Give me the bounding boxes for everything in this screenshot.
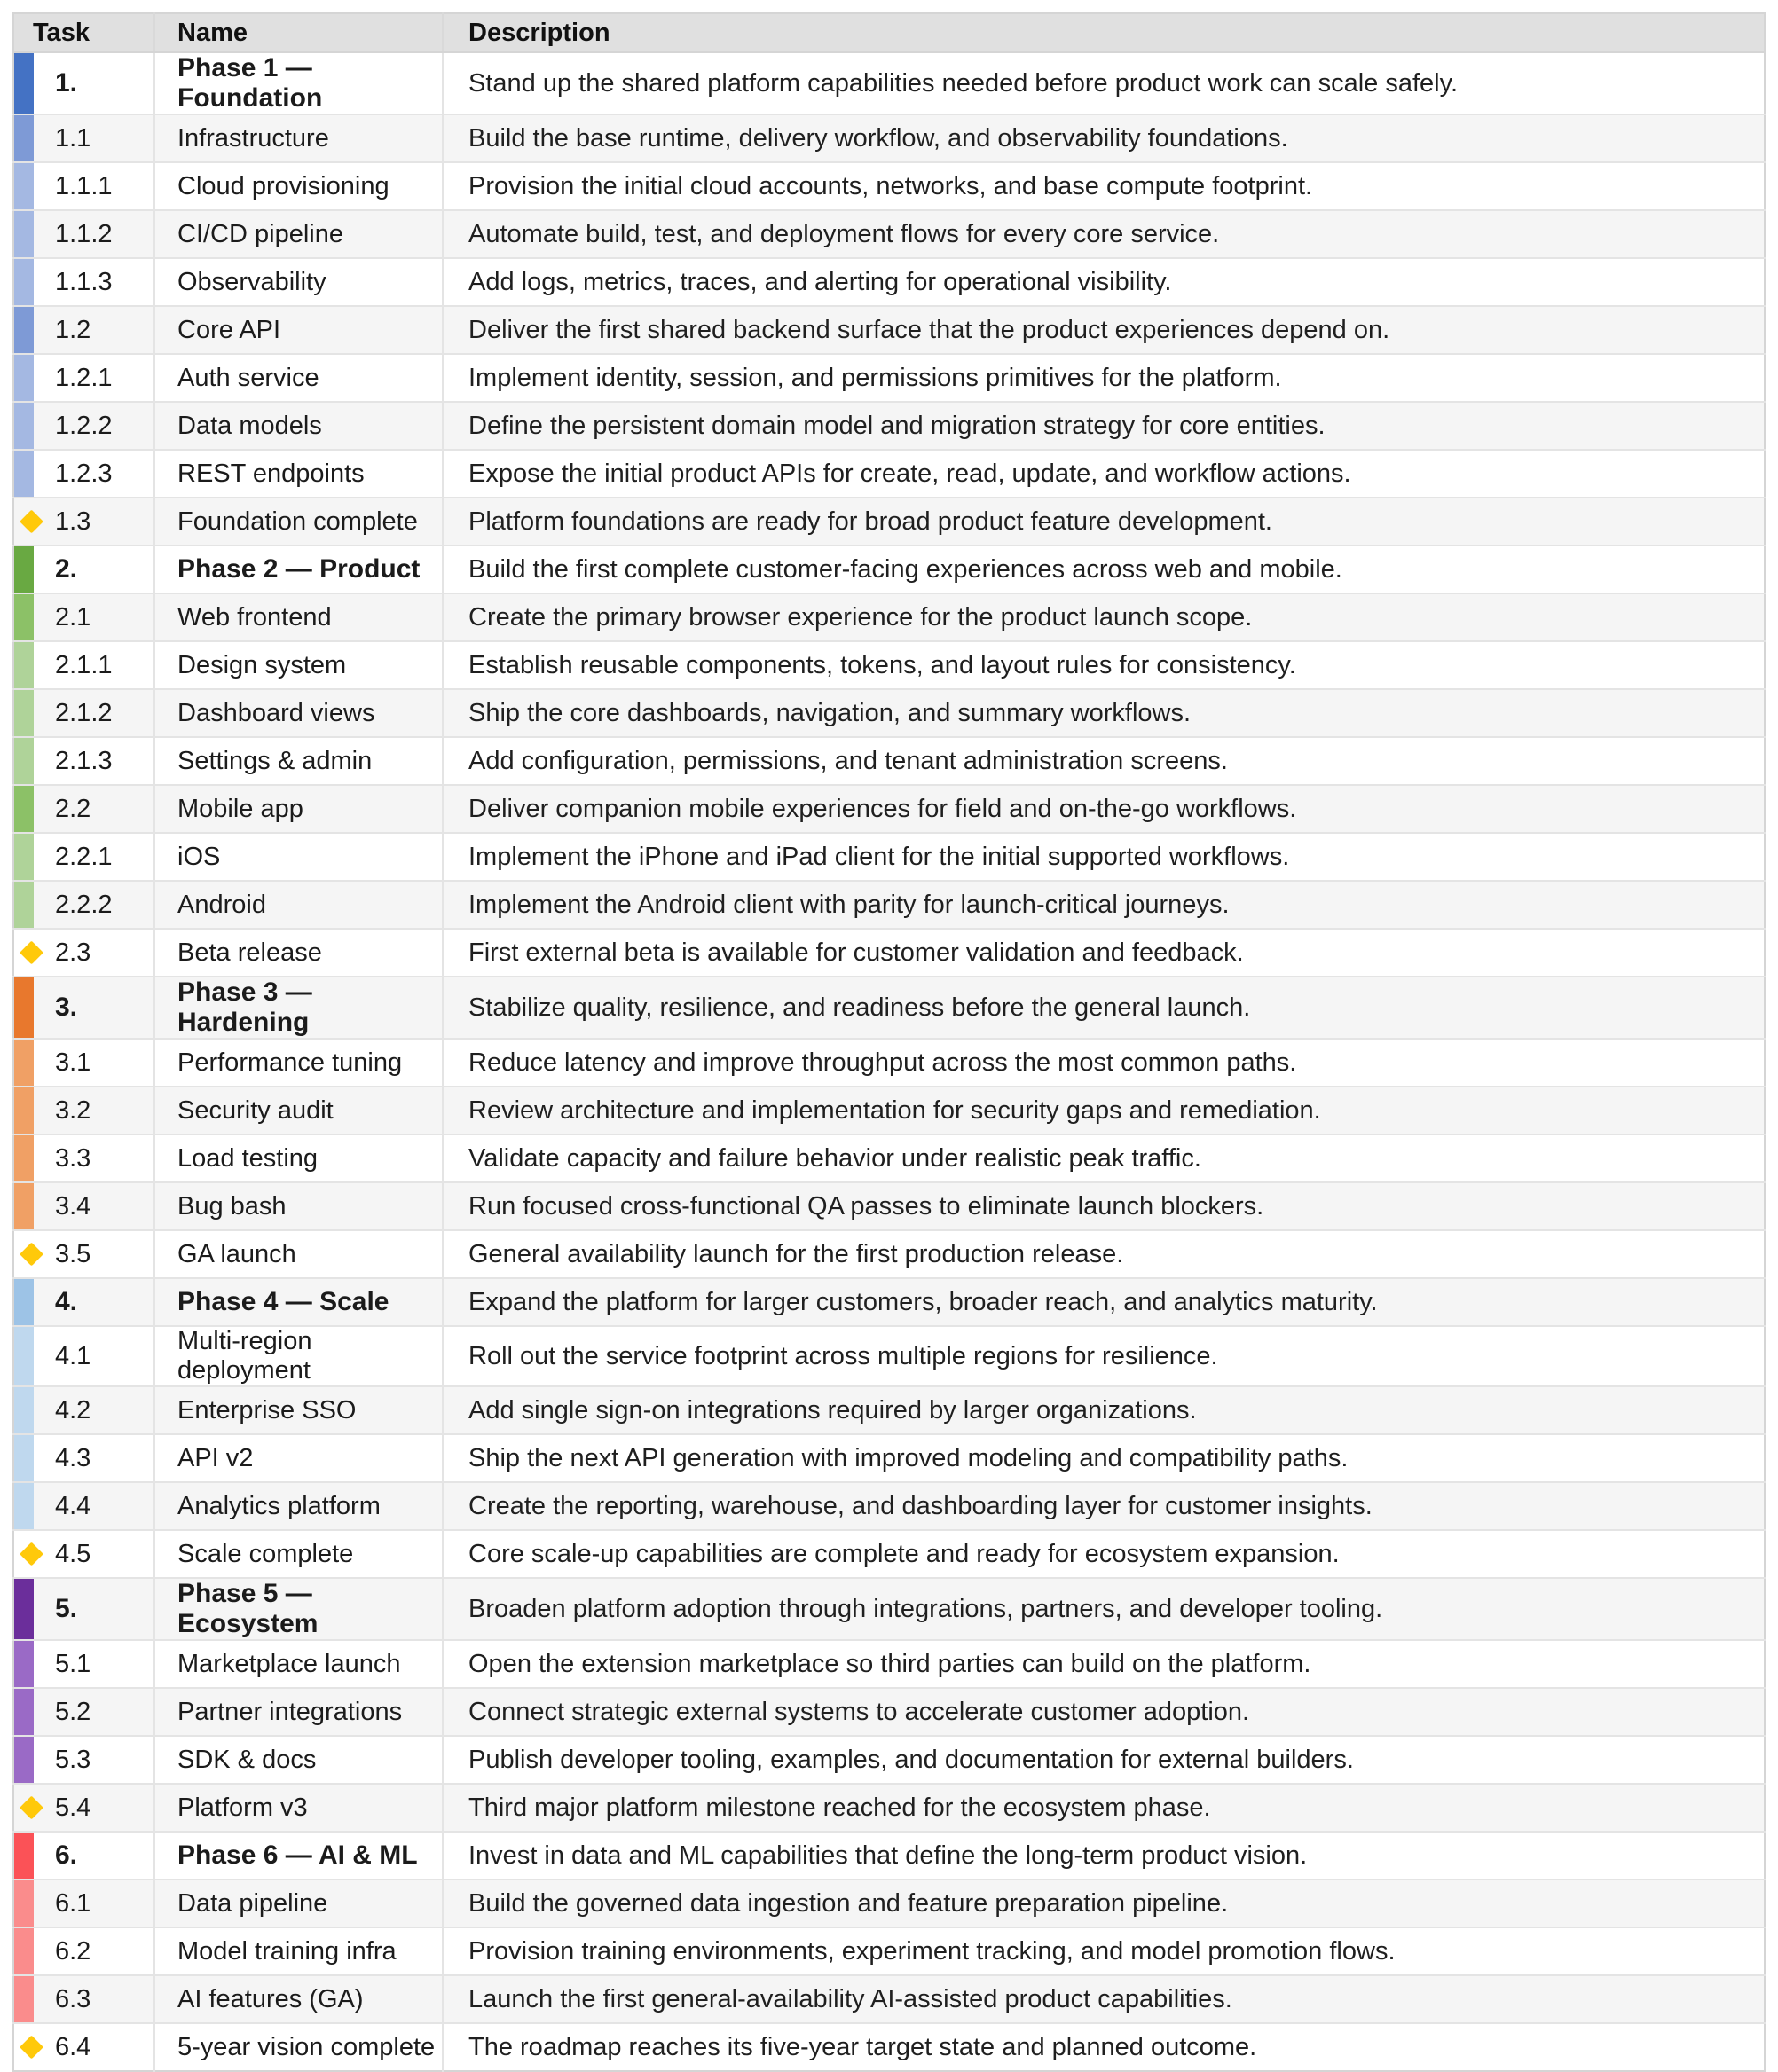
task-description: Deliver the first shared backend surface that the product experiences depend on. [443, 306, 1765, 354]
task-name: Model training infra [154, 1927, 443, 1975]
task-cell [13, 641, 154, 689]
task-cell [13, 1039, 154, 1087]
task-number: 3.1 [55, 1048, 91, 1077]
task-cell [13, 114, 154, 162]
task-number: 1.2.2 [55, 411, 113, 440]
table-row [13, 1278, 1765, 1326]
phase-bar [14, 1579, 34, 1639]
task-name: Multi-region deployment [154, 1326, 443, 1386]
task-number: 2.1.1 [55, 650, 113, 679]
task-cell [13, 450, 154, 498]
phase-bar [14, 307, 34, 353]
table-row [13, 689, 1765, 737]
task-name: Phase 6 — AI & ML [154, 1832, 443, 1880]
column-header-name: Name [154, 13, 443, 52]
table-row [13, 1230, 1765, 1278]
phase-bar [14, 1737, 34, 1783]
task-name: Phase 3 — Hardening [154, 977, 443, 1039]
task-description: The roadmap reaches its five-year target state and planned outcome. [443, 2023, 1765, 2071]
phase-bar [14, 882, 34, 928]
phase-bar [14, 451, 34, 497]
task-name: CI/CD pipeline [154, 210, 443, 258]
table-row [13, 1530, 1765, 1578]
task-cell [13, 1230, 154, 1278]
table-row [13, 881, 1765, 929]
table-body [13, 52, 1765, 2071]
task-number: 1.1 [55, 123, 91, 153]
task-description: Publish developer tooling, examples, and documentation for external builders. [443, 1736, 1765, 1784]
table-row [13, 1832, 1765, 1880]
phase-bar [14, 1928, 34, 1974]
phase-bar [14, 403, 34, 449]
task-description: Automate build, test, and deployment flows for every core service. [443, 210, 1765, 258]
table-row [13, 114, 1765, 162]
task-number: 4.3 [55, 1443, 91, 1472]
task-description: Build the governed data ingestion and feature preparation pipeline. [443, 1880, 1765, 1927]
task-cell [13, 1434, 154, 1482]
task-cell [13, 785, 154, 833]
task-number: 3.2 [55, 1095, 91, 1125]
task-cell [13, 1927, 154, 1975]
task-description: Provision the initial cloud accounts, networks, and base compute footprint. [443, 162, 1765, 210]
table-row [13, 258, 1765, 306]
task-name: Web frontend [154, 593, 443, 641]
task-name: Observability [154, 258, 443, 306]
table-row [13, 210, 1765, 258]
task-name: GA launch [154, 1230, 443, 1278]
task-description: Add single sign-on integrations required by larger organizations. [443, 1386, 1765, 1434]
task-cell [13, 1087, 154, 1134]
task-description: Stabilize quality, resilience, and readiness before the general launch. [443, 977, 1765, 1039]
task-number: 4.5 [55, 1539, 91, 1568]
task-description: Create the reporting, warehouse, and dashboarding layer for customer insights. [443, 1482, 1765, 1530]
phase-bar [14, 1483, 34, 1529]
task-cell [13, 52, 154, 114]
phase-bar [14, 163, 34, 209]
task-description: Add logs, metrics, traces, and alerting for operational visibility. [443, 258, 1765, 306]
task-cell [13, 162, 154, 210]
task-number: 1.2.1 [55, 363, 113, 392]
task-name: Infrastructure [154, 114, 443, 162]
task-name: Analytics platform [154, 1482, 443, 1530]
task-number: 2. [55, 554, 78, 584]
table-row [13, 1482, 1765, 1530]
phase-bar [14, 786, 34, 832]
task-cell [13, 593, 154, 641]
task-name: Load testing [154, 1134, 443, 1182]
task-description: Implement the Android client with parity for launch-critical journeys. [443, 881, 1765, 929]
task-name: Android [154, 881, 443, 929]
task-cell [13, 2023, 154, 2071]
phase-bar [14, 259, 34, 305]
task-number: 2.1.3 [55, 746, 113, 775]
table-row [13, 1434, 1765, 1482]
table-row [13, 498, 1765, 545]
task-name: Auth service [154, 354, 443, 402]
task-cell [13, 929, 154, 977]
task-name: Settings & admin [154, 737, 443, 785]
column-header-task: Task [13, 13, 154, 52]
task-number: 5.1 [55, 1649, 91, 1678]
task-name: Phase 2 — Product [154, 545, 443, 593]
task-description: Run focused cross-functional QA passes to eliminate launch blockers. [443, 1182, 1765, 1230]
task-cell [13, 1530, 154, 1578]
phase-bar [14, 1689, 34, 1735]
table-row [13, 1326, 1765, 1386]
task-name: API v2 [154, 1434, 443, 1482]
table-row [13, 1578, 1765, 1640]
task-number: 1.1.3 [55, 267, 113, 296]
task-table [12, 12, 1766, 2072]
task-name: Marketplace launch [154, 1640, 443, 1688]
task-number: 6. [55, 1840, 78, 1870]
task-name: Security audit [154, 1087, 443, 1134]
task-name: Beta release [154, 929, 443, 977]
task-description: Validate capacity and failure behavior under realistic peak traffic. [443, 1134, 1765, 1182]
table-row [13, 450, 1765, 498]
table-row [13, 354, 1765, 402]
task-number: 6.3 [55, 1984, 91, 2013]
task-number: 6.1 [55, 1888, 91, 1918]
task-number: 1.2 [55, 315, 91, 344]
task-name: Foundation complete [154, 498, 443, 545]
task-name: AI features (GA) [154, 1975, 443, 2023]
milestone-diamond-icon [20, 941, 43, 965]
phase-bar [14, 594, 34, 640]
milestone-diamond-icon [20, 1542, 43, 1566]
task-number: 3.4 [55, 1191, 91, 1220]
phase-bar [14, 1387, 34, 1433]
milestone-diamond-icon [20, 2036, 43, 2060]
table-row [13, 1182, 1765, 1230]
phase-bar [14, 1135, 34, 1181]
task-number: 3.3 [55, 1143, 91, 1173]
task-name: Phase 4 — Scale [154, 1278, 443, 1326]
table-row [13, 1386, 1765, 1434]
task-description: Stand up the shared platform capabilities needed before product work can scale safely. [443, 52, 1765, 114]
task-name: Mobile app [154, 785, 443, 833]
task-description: Third major platform milestone reached for the ecosystem phase. [443, 1784, 1765, 1832]
task-name: Dashboard views [154, 689, 443, 737]
table-row [13, 1134, 1765, 1182]
task-cell [13, 1182, 154, 1230]
table-row [13, 1640, 1765, 1688]
task-cell [13, 1975, 154, 2023]
task-number: 3.5 [55, 1239, 91, 1268]
task-number: 4.4 [55, 1491, 91, 1520]
task-cell [13, 833, 154, 881]
table-row [13, 306, 1765, 354]
task-description: Expand the platform for larger customers, broader reach, and analytics maturity. [443, 1278, 1765, 1326]
task-description: Reduce latency and improve throughput across the most common paths. [443, 1039, 1765, 1087]
phase-bar [14, 1435, 34, 1481]
task-name: Data models [154, 402, 443, 450]
header-row [13, 13, 1765, 52]
task-number: 6.2 [55, 1936, 91, 1966]
table-row [13, 1039, 1765, 1087]
task-number: 1.2.3 [55, 459, 113, 488]
task-description: Connect strategic external systems to accelerate customer adoption. [443, 1688, 1765, 1736]
task-number: 5.2 [55, 1697, 91, 1726]
phase-bar [14, 1880, 34, 1927]
task-description: Implement identity, session, and permissions primitives for the platform. [443, 354, 1765, 402]
table-row [13, 1784, 1765, 1832]
table-row [13, 833, 1765, 881]
task-name: Enterprise SSO [154, 1386, 443, 1434]
table-row [13, 929, 1765, 977]
table-row [13, 977, 1765, 1039]
task-description: Create the primary browser experience for the product launch scope. [443, 593, 1765, 641]
phase-bar [14, 115, 34, 161]
milestone-diamond-icon [20, 1796, 43, 1820]
task-description: First external beta is available for customer validation and feedback. [443, 929, 1765, 977]
task-description: Define the persistent domain model and migration strategy for core entities. [443, 402, 1765, 450]
table-row [13, 1688, 1765, 1736]
task-cell [13, 210, 154, 258]
milestone-diamond-icon [20, 510, 43, 534]
task-name: Data pipeline [154, 1880, 443, 1927]
task-description: General availability launch for the first production release. [443, 1230, 1765, 1278]
task-cell [13, 1784, 154, 1832]
phase-bar [14, 1976, 34, 2022]
task-description: Build the base runtime, delivery workflow, and observability foundations. [443, 114, 1765, 162]
task-description: Core scale-up capabilities are complete and ready for ecosystem expansion. [443, 1530, 1765, 1578]
task-description: Deliver companion mobile experiences for field and on-the-go workflows. [443, 785, 1765, 833]
task-cell [13, 1640, 154, 1688]
phase-bar [14, 355, 34, 401]
phase-bar [14, 690, 34, 736]
task-cell [13, 258, 154, 306]
phase-bar [14, 211, 34, 257]
task-description: Open the extension marketplace so third parties can build on the platform. [443, 1640, 1765, 1688]
task-cell [13, 498, 154, 545]
task-cell [13, 1578, 154, 1640]
task-name: REST endpoints [154, 450, 443, 498]
task-cell [13, 402, 154, 450]
phase-bar [14, 642, 34, 688]
task-description: Expose the initial product APIs for create, read, update, and workflow actions. [443, 450, 1765, 498]
task-description: Implement the iPhone and iPad client for the initial supported workflows. [443, 833, 1765, 881]
task-name: Phase 1 — Foundation [154, 52, 443, 114]
task-number: 5.3 [55, 1745, 91, 1774]
task-name: iOS [154, 833, 443, 881]
phase-bar [14, 834, 34, 880]
task-name: Phase 5 — Ecosystem [154, 1578, 443, 1640]
task-cell [13, 881, 154, 929]
table-row [13, 2023, 1765, 2071]
task-number: 4.2 [55, 1395, 91, 1424]
task-name: Scale complete [154, 1530, 443, 1578]
task-description: Review architecture and implementation for security gaps and remediation. [443, 1087, 1765, 1134]
task-cell [13, 1482, 154, 1530]
task-number: 1.1.2 [55, 219, 113, 248]
task-description: Provision training environments, experiment tracking, and model promotion flows. [443, 1927, 1765, 1975]
task-cell [13, 1134, 154, 1182]
task-name: Core API [154, 306, 443, 354]
phase-bar [14, 977, 34, 1038]
table-row [13, 402, 1765, 450]
task-name: Partner integrations [154, 1688, 443, 1736]
phase-bar [14, 1087, 34, 1134]
phase-bar [14, 1040, 34, 1086]
milestone-diamond-icon [20, 1243, 43, 1267]
phase-bar [14, 1183, 34, 1229]
task-name: 5-year vision complete [154, 2023, 443, 2071]
task-name: SDK & docs [154, 1736, 443, 1784]
task-name: Cloud provisioning [154, 162, 443, 210]
task-description: Launch the first general-availability AI-assisted product capabilities. [443, 1975, 1765, 2023]
task-number: 2.1.2 [55, 698, 113, 727]
task-number: 2.2 [55, 794, 91, 823]
column-header-description: Description [443, 13, 1765, 52]
table-row [13, 1736, 1765, 1784]
task-number: 1. [55, 68, 78, 98]
table-row [13, 1880, 1765, 1927]
phase-bar [14, 738, 34, 784]
task-cell [13, 1832, 154, 1880]
task-cell [13, 977, 154, 1039]
phase-bar [14, 546, 34, 593]
task-description: Ship the core dashboards, navigation, and summary workflows. [443, 689, 1765, 737]
task-description: Add configuration, permissions, and tenant administration screens. [443, 737, 1765, 785]
table-row [13, 545, 1765, 593]
task-number: 5. [55, 1594, 78, 1623]
task-cell [13, 1326, 154, 1386]
task-number: 2.3 [55, 938, 91, 967]
task-cell [13, 737, 154, 785]
phase-bar [14, 1833, 34, 1879]
task-number: 1.3 [55, 506, 91, 536]
task-cell [13, 689, 154, 737]
task-description: Platform foundations are ready for broad product feature development. [443, 498, 1765, 545]
task-cell [13, 545, 154, 593]
task-name: Performance tuning [154, 1039, 443, 1087]
table-row [13, 785, 1765, 833]
table-row [13, 1927, 1765, 1975]
task-number: 3. [55, 993, 78, 1022]
task-cell [13, 1688, 154, 1736]
task-cell [13, 1278, 154, 1326]
table-header [13, 13, 1765, 52]
task-name: Design system [154, 641, 443, 689]
phase-bar [14, 1279, 34, 1325]
task-number: 1.1.1 [55, 171, 113, 200]
task-description: Ship the next API generation with improved modeling and compatibility paths. [443, 1434, 1765, 1482]
task-description: Invest in data and ML capabilities that define the long-term product vision. [443, 1832, 1765, 1880]
task-number: 4. [55, 1287, 78, 1316]
task-number: 2.2.2 [55, 890, 113, 919]
task-number: 4.1 [55, 1341, 91, 1370]
task-description: Roll out the service footprint across multiple regions for resilience. [443, 1326, 1765, 1386]
table-row [13, 593, 1765, 641]
table-row [13, 1975, 1765, 2023]
task-number: 2.2.1 [55, 842, 113, 871]
task-number: 6.4 [55, 2032, 91, 2061]
table-row [13, 1087, 1765, 1134]
task-cell [13, 306, 154, 354]
task-number: 2.1 [55, 602, 91, 632]
task-number: 5.4 [55, 1793, 91, 1822]
task-cell [13, 1736, 154, 1784]
phase-bar [14, 53, 34, 114]
table-row [13, 162, 1765, 210]
task-name: Platform v3 [154, 1784, 443, 1832]
task-description: Establish reusable components, tokens, and layout rules for consistency. [443, 641, 1765, 689]
table-row [13, 641, 1765, 689]
task-name: Bug bash [154, 1182, 443, 1230]
phase-bar [14, 1641, 34, 1687]
table-row [13, 52, 1765, 114]
task-description: Broaden platform adoption through integrations, partners, and developer tooling. [443, 1578, 1765, 1640]
task-cell [13, 1386, 154, 1434]
task-cell [13, 1880, 154, 1927]
task-description: Build the first complete customer-facing experiences across web and mobile. [443, 545, 1765, 593]
task-cell [13, 354, 154, 402]
table-row [13, 737, 1765, 785]
phase-bar [14, 1327, 34, 1385]
